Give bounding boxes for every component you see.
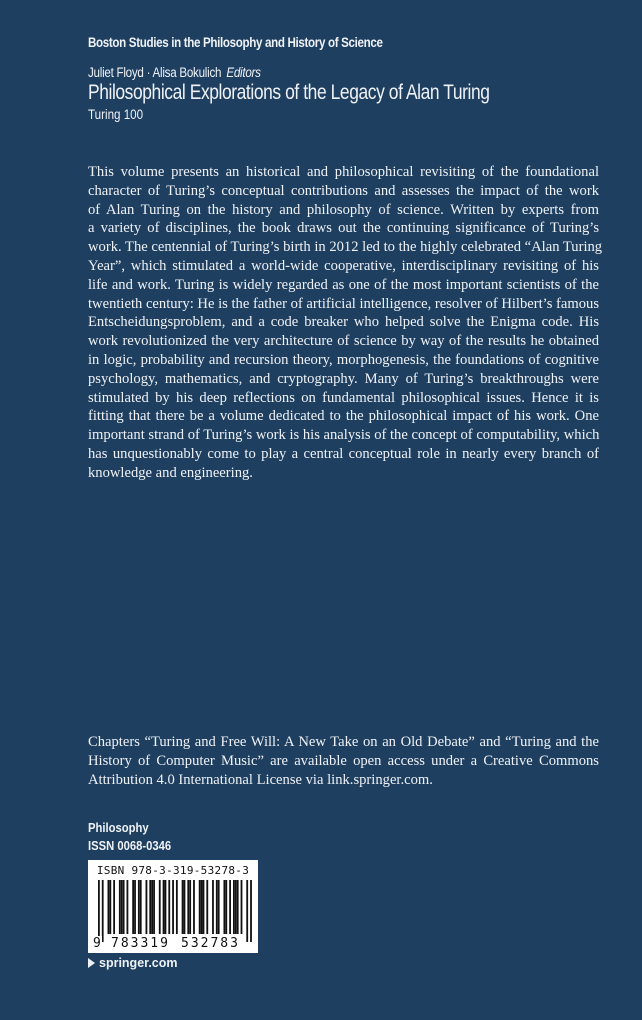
subject-label: Philosophy — [88, 821, 149, 835]
text-line: psychology, mathematics, and cryptography. Many of Turing’s breakthroughs were — [88, 370, 599, 387]
description-paragraph — [88, 163, 603, 483]
text-line: in logic, probability and recursion theory, morphogenesis, the foundations of cognitive — [88, 351, 599, 368]
text-line: History of Computer Music” are available open access under a Creative Commons — [88, 752, 599, 769]
text-line: Attribution 4.0 International License via link.springer.com. — [88, 771, 433, 788]
barcode-digits-left: 783319 — [111, 936, 170, 951]
barcode-digits-right: 532783 — [181, 936, 240, 951]
text-line: of Alan Turing on the history and philosophy of science. Written by experts from — [88, 201, 599, 218]
text-line: Entscheidungsproblem, and a code breaker who helped solve the Enigma code. His — [88, 314, 599, 331]
text-line: stimulated by his deep reflections on fundamental philosophical issues. Hence it is — [88, 389, 599, 406]
text-line: work revolutionized the very architecture of science by way of the results he obtained — [88, 333, 599, 350]
isbn-barcode — [88, 860, 258, 953]
text-line: twentieth century: He is the father of artificial intelligence, resolver of Hilbert’s famous — [88, 295, 600, 312]
book-subtitle: Turing 100 — [88, 107, 144, 122]
text-line: has unquestionably come to play a central conceptual role in nearly every branch of — [88, 445, 599, 462]
barcode-icon — [98, 880, 252, 942]
triangle-right-icon — [88, 958, 95, 968]
editors — [88, 65, 261, 80]
text-line: work. The centennial of Turing’s birth in 2012 led to the highly celebrated “Alan Turing — [88, 239, 603, 256]
publisher-link-text: springer.com — [99, 956, 178, 970]
book-title: Philosophical Explorations of the Legacy of Alan Turing — [88, 81, 490, 104]
text-line: knowledge and engineering. — [88, 464, 253, 481]
issn-label: ISSN 0068-0346 — [88, 839, 172, 853]
text-line: a variety of disciplines, the book draws out the continuing significance of Turing’s — [88, 220, 599, 237]
text-line: Chapters “Turing and Free Will: A New Take on an Old Debate” and “Turing and the — [88, 734, 599, 750]
barcode-digit-first: 9 — [93, 936, 101, 951]
editor-names: Juliet Floyd · Alisa Bokulich — [88, 65, 222, 80]
open-access-notice — [88, 733, 599, 789]
text-line: important strand of Turing’s work is his analysis of the concept of computability, which — [88, 427, 600, 444]
series-title: Boston Studies in the Philosophy and History of Science — [88, 35, 383, 50]
text-line: fitting that there be a volume dedicated to the philosophical impact of his work. One — [88, 408, 599, 425]
text-line: life and work. Turing is widely regarded as one of the most important scientists of the — [88, 276, 599, 293]
text-line: Year”, which stimulated a world-wide cooperative, interdisciplinary revisiting of his — [88, 257, 599, 274]
editors-role: Editors — [226, 65, 261, 80]
text-line: character of Turing’s conceptual contributions and assesses the impact of the work — [88, 182, 599, 199]
isbn-label: ISBN 978-3-319-53278-3 — [96, 864, 250, 877]
text-line: This volume presents an historical and philosophical revisiting of the foundational — [88, 164, 599, 180]
publisher-link[interactable] — [88, 956, 178, 970]
